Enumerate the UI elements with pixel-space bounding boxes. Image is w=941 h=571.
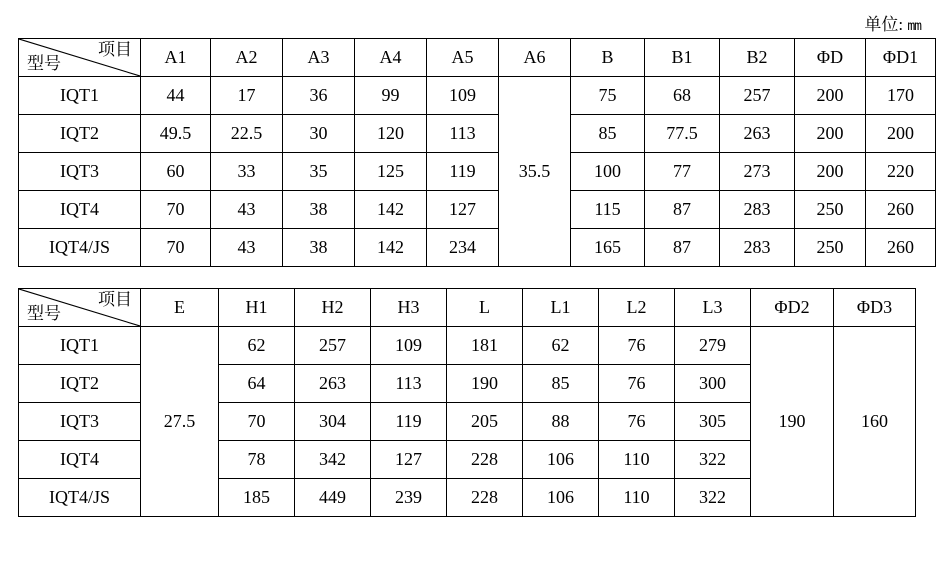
cell-iqt2-l3: 300 [675,365,751,403]
cell-merged-phi-d3: 160 [834,327,916,517]
cell-iqt2-a2: 22.5 [211,115,283,153]
table-header-row [19,289,916,327]
column-header-a4: A4 [355,39,427,77]
table-row [19,77,936,115]
cell-iqt4-h2: 342 [295,441,371,479]
column-header-a2: A2 [211,39,283,77]
cell-iqt4js-b: 165 [571,229,645,267]
cell-iqt3-b2: 273 [720,153,795,191]
cell-iqt4js-l1: 106 [523,479,599,517]
cell-iqt4js-b2: 283 [720,229,795,267]
cell-iqt3-a5: 119 [427,153,499,191]
corner-header-cell [19,289,141,327]
cell-iqt2-b2: 263 [720,115,795,153]
unit-note-label: 单位: [864,15,904,34]
cell-iqt3-a4: 125 [355,153,427,191]
cell-iqt4-b: 115 [571,191,645,229]
column-header-a6: A6 [499,39,571,77]
cell-iqt3-h2: 304 [295,403,371,441]
row-model-iqt4js: IQT4/JS [19,479,141,517]
cell-iqt4-a2: 43 [211,191,283,229]
corner-model-label: 型号 [27,304,61,325]
unit-note [864,10,921,35]
cell-iqt1-l2: 76 [599,327,675,365]
cell-iqt1-phi-d: 200 [795,77,866,115]
cell-iqt3-a1: 60 [141,153,211,191]
cell-iqt4-phi-d1: 260 [866,191,936,229]
column-header-b: B [571,39,645,77]
cell-iqt4-a3: 38 [283,191,355,229]
corner-header-cell [19,39,141,77]
cell-iqt3-h1: 70 [219,403,295,441]
cell-iqt2-phi-d1: 200 [866,115,936,153]
cell-iqt4-l1: 106 [523,441,599,479]
column-header-l2: L2 [599,289,675,327]
cell-iqt3-l2: 76 [599,403,675,441]
dimension-table-2-wrapper [18,288,916,517]
cell-iqt4-b2: 283 [720,191,795,229]
cell-iqt4-a4: 142 [355,191,427,229]
table-row [19,153,936,191]
cell-iqt2-l: 190 [447,365,523,403]
cell-iqt4js-phi-d1: 260 [866,229,936,267]
cell-iqt4-h3: 127 [371,441,447,479]
row-model-iqt4: IQT4 [19,441,141,479]
cell-iqt2-l1: 85 [523,365,599,403]
cell-iqt4js-h3: 239 [371,479,447,517]
cell-iqt2-l2: 76 [599,365,675,403]
cell-iqt1-h1: 62 [219,327,295,365]
row-model-iqt4js: IQT4/JS [19,229,141,267]
cell-iqt2-phi-d: 200 [795,115,866,153]
cell-iqt4js-h1: 185 [219,479,295,517]
cell-iqt4js-l3: 322 [675,479,751,517]
cell-iqt2-a5: 113 [427,115,499,153]
cell-iqt2-a4: 120 [355,115,427,153]
cell-iqt1-l1: 62 [523,327,599,365]
cell-iqt1-a1: 44 [141,77,211,115]
cell-iqt2-a3: 30 [283,115,355,153]
cell-iqt2-b: 85 [571,115,645,153]
cell-iqt3-a3: 35 [283,153,355,191]
cell-iqt2-h1: 64 [219,365,295,403]
column-header-phi-d1: ΦD1 [866,39,936,77]
corner-item-label: 项目 [98,290,132,310]
column-header-h1: H1 [219,289,295,327]
cell-merged-a6: 35.5 [499,77,571,267]
cell-iqt4js-a1: 70 [141,229,211,267]
cell-iqt4-phi-d: 250 [795,191,866,229]
cell-merged-phi-d2: 190 [751,327,834,517]
table-row [19,327,916,365]
column-header-l3: L3 [675,289,751,327]
row-model-iqt3: IQT3 [19,153,141,191]
cell-iqt1-phi-d1: 170 [866,77,936,115]
cell-iqt3-phi-d: 200 [795,153,866,191]
column-header-b1: B1 [645,39,720,77]
row-model-iqt1: IQT1 [19,77,141,115]
table-row [19,229,936,267]
cell-iqt4js-a4: 142 [355,229,427,267]
column-header-a5: A5 [427,39,499,77]
column-header-phi-d3: ΦD3 [834,289,916,327]
row-model-iqt2: IQT2 [19,115,141,153]
cell-iqt4-a5: 127 [427,191,499,229]
row-model-iqt2: IQT2 [19,365,141,403]
cell-iqt4js-h2: 449 [295,479,371,517]
unit-note-value: mm [907,19,921,34]
cell-iqt2-b1: 77.5 [645,115,720,153]
cell-iqt1-h2: 257 [295,327,371,365]
cell-merged-e: 27.5 [141,327,219,517]
table-row [19,115,936,153]
cell-iqt4js-phi-d: 250 [795,229,866,267]
cell-iqt4js-b1: 87 [645,229,720,267]
cell-iqt1-a4: 99 [355,77,427,115]
column-header-a1: A1 [141,39,211,77]
row-model-iqt4: IQT4 [19,191,141,229]
cell-iqt3-b1: 77 [645,153,720,191]
cell-iqt1-a2: 17 [211,77,283,115]
cell-iqt1-b2: 257 [720,77,795,115]
column-header-h3: H3 [371,289,447,327]
cell-iqt3-b: 100 [571,153,645,191]
column-header-l: L [447,289,523,327]
cell-iqt2-h3: 113 [371,365,447,403]
column-header-l1: L1 [523,289,599,327]
column-header-phi-d: ΦD [795,39,866,77]
dimension-table-1-wrapper [18,38,936,267]
dimension-table-1 [18,38,936,267]
cell-iqt1-b: 75 [571,77,645,115]
cell-iqt3-h3: 119 [371,403,447,441]
cell-iqt4js-a5: 234 [427,229,499,267]
cell-iqt3-l3: 305 [675,403,751,441]
cell-iqt3-a2: 33 [211,153,283,191]
cell-iqt4js-a3: 38 [283,229,355,267]
cell-iqt4js-a2: 43 [211,229,283,267]
column-header-h2: H2 [295,289,371,327]
cell-iqt1-b1: 68 [645,77,720,115]
cell-iqt2-h2: 263 [295,365,371,403]
column-header-e: E [141,289,219,327]
column-header-a3: A3 [283,39,355,77]
cell-iqt1-a5: 109 [427,77,499,115]
row-model-iqt1: IQT1 [19,327,141,365]
cell-iqt4-l3: 322 [675,441,751,479]
corner-item-label: 项目 [98,40,132,60]
cell-iqt4-l: 228 [447,441,523,479]
cell-iqt3-l1: 88 [523,403,599,441]
cell-iqt2-a1: 49.5 [141,115,211,153]
cell-iqt4js-l2: 110 [599,479,675,517]
corner-model-label: 型号 [27,54,61,75]
column-header-phi-d2: ΦD2 [751,289,834,327]
cell-iqt1-h3: 109 [371,327,447,365]
cell-iqt4-l2: 110 [599,441,675,479]
cell-iqt4js-l: 228 [447,479,523,517]
dimension-table-2 [18,288,916,517]
cell-iqt1-l: 181 [447,327,523,365]
cell-iqt1-l3: 279 [675,327,751,365]
column-header-b2: B2 [720,39,795,77]
cell-iqt3-l: 205 [447,403,523,441]
row-model-iqt3: IQT3 [19,403,141,441]
cell-iqt3-phi-d1: 220 [866,153,936,191]
table-header-row [19,39,936,77]
table-row [19,191,936,229]
cell-iqt1-a3: 36 [283,77,355,115]
cell-iqt4-h1: 78 [219,441,295,479]
cell-iqt4-b1: 87 [645,191,720,229]
cell-iqt4-a1: 70 [141,191,211,229]
